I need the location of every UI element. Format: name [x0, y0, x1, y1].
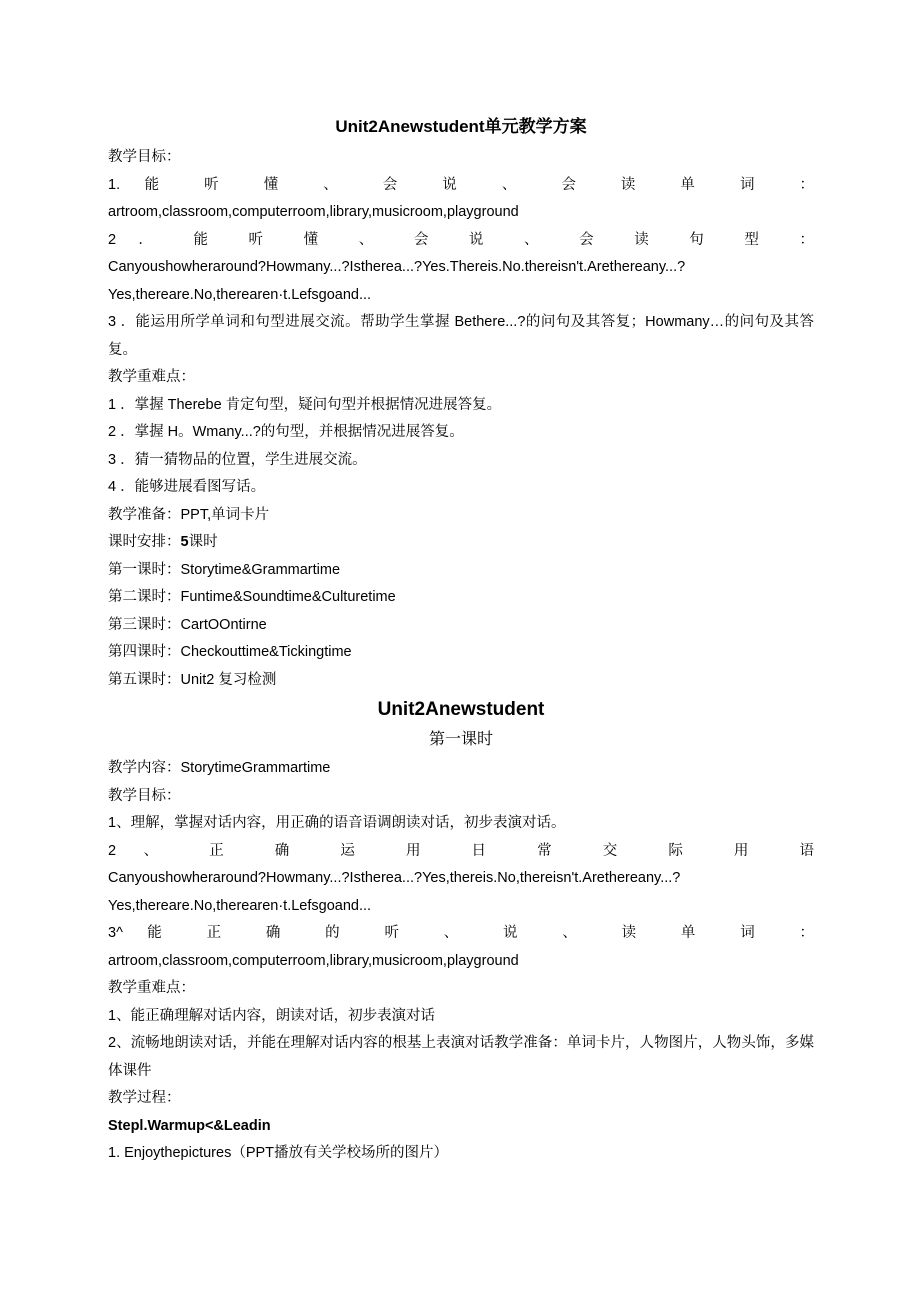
paragraph-goal2-3: 3^ 能 正 确 的 听 、 说 、 读 单 词 ： [108, 925, 814, 941]
paragraph-process-heading: 教学过程： [108, 1090, 181, 1106]
schedule-count: 5 [180, 534, 189, 550]
paragraph-keypoints-heading: 教学重难点： [108, 369, 195, 385]
paragraph-sentence-patterns: Canyoushowheraround?Howmany...?Istherea...?Yes.Thereis.No.thereisn't.Arethereany...?Yes,thereare.No,therearen·t.Lefsgoand... [108, 259, 686, 303]
paragraph-lesson-4: 第四课时：Checkouttime&Tickingtime [108, 644, 352, 660]
paragraph-goal-1: 1. 能 听 懂 、 会 说 、 会 读 单 词 ： [108, 176, 814, 193]
paragraph-preparation: 教学准备：PPT,单词卡片 [108, 506, 270, 523]
paragraph-schedule [108, 529, 814, 557]
doc-title: Unit2Anewstudent单元教学方案 [335, 117, 587, 136]
paragraph-keypoint-2: 2 ．掌握 H。Wmany...?的句型，并根据情况进展答复。 [108, 424, 464, 440]
paragraph-keypoints2-heading: 教学重难点： [108, 980, 195, 996]
paragraph-keypoint2-2: 2、流畅地朗读对话，并能在理解对话内容的根基上表演对话教学准备：单词卡片，人物图片，人物头饰，多媒体课件 [108, 1035, 814, 1079]
paragraph-step1-item1: 1. Enjoythepictures（PPT播放有关学校场所的图片） [108, 1145, 449, 1161]
schedule-suffix: 课时 [188, 534, 218, 550]
paragraph-content-heading: 教学内容：StorytimeGrammartime [108, 760, 331, 776]
paragraph-goal-2: 2 ． 能 听 懂 、 会 说 、 会 读 句 型 ： [108, 231, 814, 248]
paragraph-goals-heading: 教学目标： [108, 149, 181, 165]
paragraph-sentence-patterns-2: Canyoushowheraround?Howmany...?Istherea...?Yes,thereis.No,thereisn't.Arethereany...?Yes,thereare.No,therearen·t.Lefsgoand... [108, 870, 681, 914]
paragraph-lesson-2: 第二课时：Funtime&Soundtime&Culturetime [108, 589, 396, 605]
paragraph-goal2-2: 2 、 正 确 运 用 日 常 交 际 用 语 [108, 842, 814, 859]
document-content [108, 112, 814, 1168]
paragraph-keypoint-3: 3 ．猜一猜物品的位置，学生进展交流。 [108, 451, 367, 468]
paragraph-goals2-heading: 教学目标： [108, 787, 181, 804]
paragraph-words-list-2: artroom,classroom,computerroom,library,musicroom,playground [108, 952, 519, 969]
paragraph-step1-heading: Stepl.Warmup<&Leadin [108, 1117, 271, 1134]
paragraph-keypoint2-1: 1、能正确理解对话内容，朗读对话，初步表演对话 [108, 1007, 436, 1024]
paragraph-words-list: artroom,classroom,computerroom,library,musicroom,playground [108, 204, 519, 220]
paragraph-goal2-1: 1、理解，掌握对话内容，用正确的语音语调朗读对话，初步表演对话。 [108, 815, 566, 831]
paragraph-lesson-3: 第三课时：CartOOntirne [108, 616, 267, 633]
section-subtitle-lesson1: 第一课时 [428, 731, 493, 748]
paragraph-lesson-5: 第五课时：Unit2 复习检测 [108, 671, 277, 688]
section-title-unit: Unit2Anewstudent [377, 699, 545, 720]
paragraph-keypoint-4: 4 ．能够进展看图写话。 [108, 479, 266, 495]
paragraph-keypoint-1: 1 ．掌握 Therebe 肯定句型，疑问句型并根据情况进展答复。 [108, 396, 502, 413]
paragraph-goal-3: 3 ．能运用所学单词和句型进展交流。帮助学生掌握 Bethere...?的问句及其答复；Howmany…的问句及其答复。 [108, 314, 814, 358]
schedule-prefix: 课时安排： [108, 534, 181, 550]
paragraph-lesson-1: 第一课时：Storytime&Grammartime [108, 561, 341, 578]
